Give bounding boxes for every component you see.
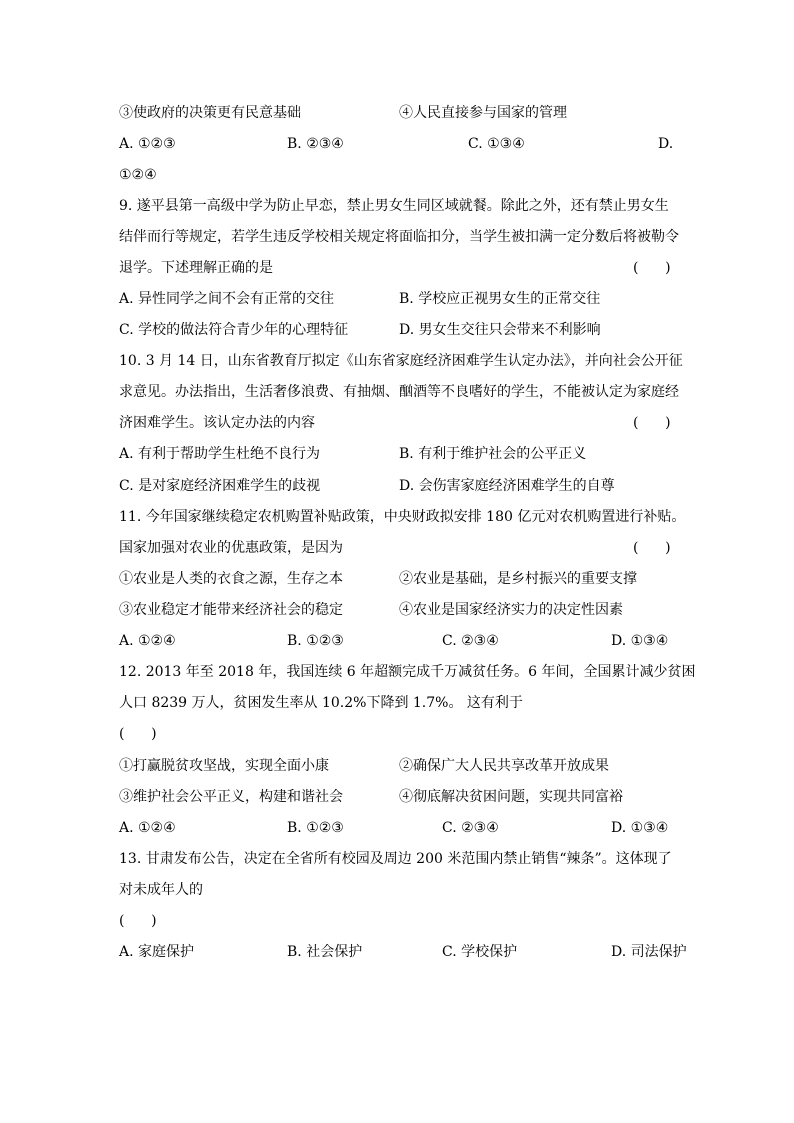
q13-answer-blank: ( ) bbox=[119, 913, 157, 929]
q9-choice-c: C. 学校的做法符合青少年的心理特征 bbox=[119, 322, 349, 338]
q11-option-2: ②农业是基础，是乡村振兴的重要支撑 bbox=[399, 571, 637, 587]
q9-choice-d: D. 男女生交往只会带来不利影响 bbox=[399, 322, 601, 338]
q12-option-2: ②确保广大人民共享改革开放成果 bbox=[399, 758, 609, 774]
q8-option-3: ③使政府的决策更有民意基础 bbox=[119, 105, 301, 121]
q12-option-3: ③维护社会公平正义，构建和谐社会 bbox=[119, 789, 343, 805]
q12-choice-c: C. ②③④ bbox=[442, 820, 499, 836]
q10-choice-d: D. 会伤害家庭经济困难学生的自尊 bbox=[399, 478, 615, 494]
q13-choice-d: D. 司法保护 bbox=[611, 944, 687, 960]
q12-option-4: ④彻底解决贫困问题，实现共同富裕 bbox=[399, 789, 623, 805]
q11-option-3: ③农业稳定才能带来经济社会的稳定 bbox=[119, 602, 343, 618]
q10-choice-a: A. 有利于帮助学生杜绝不良行为 bbox=[119, 446, 321, 462]
q12-answer-blank: ( ) bbox=[119, 726, 157, 742]
q9-stem-line-1: 9. 遂平县第一高级中学为防止早恋，禁止男女生同区域就餐。除此之外，还有禁止男女生 bbox=[119, 198, 669, 214]
q8-choice-b: B. ②③④ bbox=[287, 136, 344, 152]
q12-stem-line-1: 12. 2013 年至 2018 年，我国连续 6 年超额完成千万减贫任务。6 年间，全国累计减少贫困 bbox=[119, 664, 696, 680]
q13-choice-b: B. 社会保护 bbox=[287, 944, 363, 960]
q11-answer-blank: ( ) bbox=[633, 540, 671, 556]
q8-choice-c: C. ①③④ bbox=[468, 136, 525, 152]
q9-answer-blank: ( ) bbox=[633, 260, 671, 276]
q8-option-4: ④人民直接参与国家的管理 bbox=[399, 105, 567, 121]
q12-option-1: ①打赢脱贫攻坚战，实现全面小康 bbox=[119, 758, 329, 774]
q11-choice-c: C. ②③④ bbox=[442, 633, 499, 649]
q9-choice-b: B. 学校应正视男女生的正常交往 bbox=[399, 291, 601, 307]
q10-stem-line-3: 济困难学生。该认定办法的内容 bbox=[119, 415, 315, 431]
q9-stem-line-3: 退学。下述理解正确的是 bbox=[119, 260, 273, 276]
q12-choice-a: A. ①②④ bbox=[119, 820, 176, 836]
q13-stem-line-1: 13. 甘肃发布公告，决定在全省所有校园及周边 200 米范围内禁止销售“辣条”。这体现了 bbox=[119, 851, 672, 867]
q11-stem-line-1: 11. 今年国家继续稳定农机购置补贴政策，中央财政拟安排 180 亿元对农机购置进行补贴。 bbox=[119, 509, 686, 525]
q11-option-4: ④农业是国家经济实力的决定性因素 bbox=[399, 602, 623, 618]
q10-answer-blank: ( ) bbox=[633, 415, 671, 431]
q12-stem-line-2: 人口 8239 万人，贫困发生率从 10.2%下降到 1.7%。 这有利于 bbox=[119, 695, 523, 711]
q11-option-1: ①农业是人类的衣食之源，生存之本 bbox=[119, 571, 343, 587]
q8-choice-a: A. ①②③ bbox=[119, 136, 176, 152]
q12-choice-d: D. ①③④ bbox=[611, 820, 669, 836]
q10-stem-line-1: 10. 3 月 14 日，山东省教育厅拟定《山东省家庭经济困难学生认定办法》，并向社会公开征 bbox=[119, 353, 683, 369]
q11-choice-d: D. ①③④ bbox=[611, 633, 669, 649]
q12-choice-b: B. ①②③ bbox=[287, 820, 344, 836]
q13-choice-a: A. 家庭保护 bbox=[119, 944, 195, 960]
q11-stem-line-2: 国家加强对农业的优惠政策，是因为 bbox=[119, 540, 343, 556]
q11-choice-a: A. ①②④ bbox=[119, 633, 176, 649]
q10-choice-c: C. 是对家庭经济困难学生的歧视 bbox=[119, 478, 321, 494]
q8-choice-d-label: D. bbox=[658, 136, 674, 152]
q9-choice-a: A. 异性同学之间不会有正常的交往 bbox=[119, 291, 335, 307]
q11-choice-b: B. ①②③ bbox=[287, 633, 344, 649]
q13-choice-c: C. 学校保护 bbox=[442, 944, 518, 960]
q13-stem-line-2: 对未成年人的 bbox=[119, 882, 203, 898]
q10-stem-line-2: 求意见。办法指出，生活奢侈浪费、有抽烟、酗酒等不良嗜好的学生，不能被认定为家庭经 bbox=[119, 384, 679, 400]
q10-choice-b: B. 有利于维护社会的公平正义 bbox=[399, 446, 587, 462]
q8-choice-d-text: ①②④ bbox=[119, 167, 157, 183]
q9-stem-line-2: 结伴而行等规定，若学生违反学校相关规定将面临扣分，当学生被扣满一定分数后将被勒令 bbox=[119, 229, 679, 245]
